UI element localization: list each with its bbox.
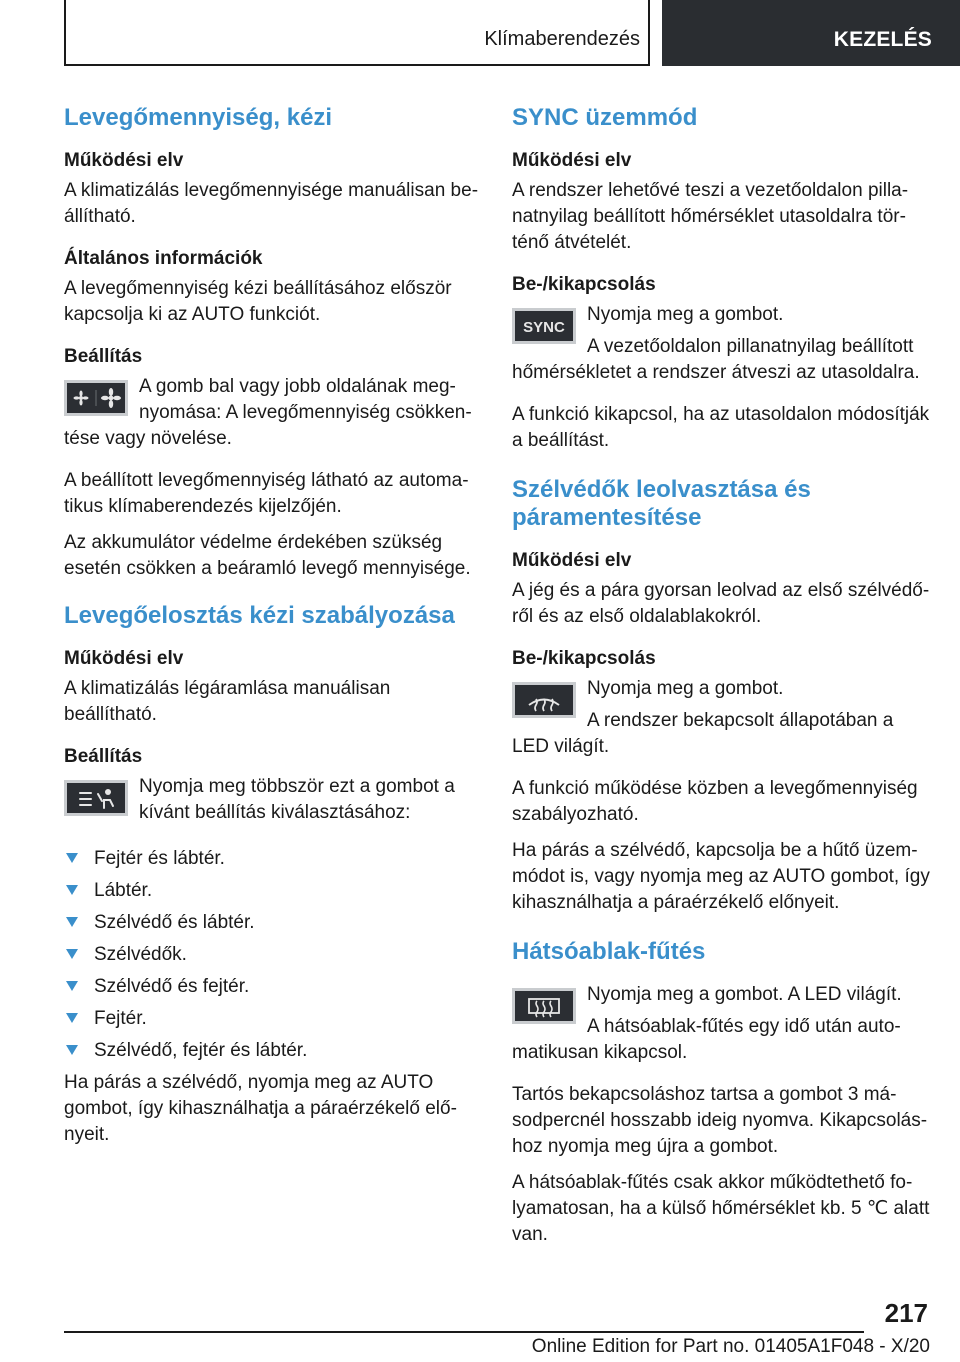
subheading-onoff: Be-/kikapcsolás <box>512 274 656 295</box>
text-press-2: Nyomja meg a gombot. <box>587 678 784 699</box>
text-fog-auto: Ha párás a szélvédő, nyomja meg az AUTO gombot, így kihasználhatja a páraérzékelő előnyeit. <box>64 1072 457 1145</box>
subheading-principle-2: Működési elv <box>64 648 184 669</box>
air-distribution-icon <box>64 780 128 816</box>
windshield-defrost-icon <box>512 682 576 718</box>
text-press: Nyomja meg a gombot. <box>587 304 784 325</box>
text-hold: Tartós bekapcsoláshoz tartsa a gombot 3 másodpercnél hosszabb ideig nyomva. Kikapcsoláshoz nyomja meg újra a gombot. <box>512 1084 928 1157</box>
subheading-principle: Működési elv <box>64 150 184 171</box>
text-temperature: A hátsóablak-fűtés csak akkor működtethető folyamatosan, ha a külső hőmérséklet kb. 5 ℃ alatt van. <box>512 1172 930 1245</box>
section-tab-label: KEZELÉS <box>833 28 932 51</box>
right-column <box>512 100 930 1258</box>
header-rule-divider <box>648 0 650 66</box>
list-item: Lábtér. <box>64 878 482 904</box>
distribution-options-list <box>64 846 482 1064</box>
svg-text:SYNC: SYNC <box>523 319 565 336</box>
text-sync-off: A funkció kikapcsol, ha az utasoldalon módosítják a beállítást. <box>512 404 930 451</box>
list-item: Szélvédő és fejtér. <box>64 974 482 1000</box>
text-principle-3: A rendszer lehetővé teszi a vezetőoldalon pillanatnyilag beállított hőmérséklet utasoldalra történő átvételét. <box>512 180 909 253</box>
list-item: Fejtér. <box>64 1006 482 1032</box>
text-principle-4: A jég és a pára gyorsan leolvad az első szélvédőről és az első oldalablakokról. <box>512 580 930 627</box>
page-number: 217 <box>884 1298 928 1328</box>
rear-window-heating-icon <box>512 988 576 1024</box>
text-principle: A klimatizálás levegőmennyisége manuálisan beállítható. <box>64 180 479 227</box>
subheading-principle-3: Működési elv <box>512 150 632 171</box>
text-battery: Az akkumulátor védelme érdekében szükség esetén csökken a beáramló levegő mennyisége. <box>64 532 471 579</box>
footer-edition: Online Edition for Part no. 01405A1F048 - X/20 <box>531 1336 930 1357</box>
text-take-over: A vezetőoldalon pillanatnyilag beállított hőmérsékletet a rendszer átveszi az utasoldalra. <box>512 336 920 383</box>
footer-rule <box>64 1331 864 1333</box>
air-volume-setting-block <box>64 374 482 458</box>
subheading-general: Általános információk <box>64 248 263 269</box>
text-press-3: Nyomja meg a gombot. A LED világít. <box>587 984 902 1005</box>
sync-button-icon <box>512 308 576 344</box>
fan-button-icon <box>64 380 128 416</box>
text-auto-off: A hátsóablak-fűtés egy idő után automatikusan kikapcsol. <box>512 1016 901 1063</box>
heading-defrost: Szélvédők leolvasztása és páramentesítése <box>512 476 811 531</box>
header-rule-left <box>64 0 66 66</box>
header-rule-bottom <box>64 64 650 66</box>
arrow-bullet-icon <box>66 885 78 895</box>
arrow-bullet-icon <box>66 949 78 959</box>
text-principle-2: A klimatizálás légáramlása manuálisan beállítható. <box>64 678 391 725</box>
sync-onoff-block <box>512 302 930 392</box>
subheading-setting-2: Beállítás <box>64 746 143 767</box>
text-general: A levegőmennyiség kézi beállításához először kapcsolja ki az AUTO funkciót. <box>64 278 452 325</box>
list-item: Szélvédő, fejtér és lábtér. <box>64 1038 482 1064</box>
heading-air-volume: Levegőmennyiség, kézi <box>64 104 333 131</box>
text-setting: A gomb bal vagy jobb oldalának megnyomása: A levegőmennyiség csökkentése vagy növelése. <box>64 376 472 449</box>
text-display: A beállított levegőmennyiség látható az automatikus klímaberendezés kijelzőjén. <box>64 470 469 517</box>
text-led-on: A rendszer bekapcsolt állapotában a LED világít. <box>512 710 894 757</box>
subheading-setting: Beállítás <box>64 346 143 367</box>
chapter-title: Klímaberendezés <box>484 28 640 50</box>
arrow-bullet-icon <box>66 853 78 863</box>
subheading-onoff-2: Be-/kikapcsolás <box>512 648 656 669</box>
air-distribution-setting-block <box>64 774 482 832</box>
heading-sync: SYNC üzemmód <box>512 104 698 131</box>
list-item: Szélvédő és lábtér. <box>64 910 482 936</box>
list-item: Fejtér és lábtér. <box>64 846 482 872</box>
arrow-bullet-icon <box>66 917 78 927</box>
arrow-bullet-icon <box>66 1013 78 1023</box>
heading-air-distribution: Levegőelosztás kézi szabályozása <box>64 602 455 629</box>
heading-rear-heating: Hátsóablak-fűtés <box>512 938 706 965</box>
text-air-volume-adjust: A funkció működése közben a levegőmennyiség szabályozható. <box>512 778 918 825</box>
left-column <box>64 100 482 1158</box>
list-item: Szélvédők. <box>64 942 482 968</box>
text-cooling-mode: Ha párás a szélvédő, kapcsolja be a hűtő üzemmódot is, vagy nyomja meg az AUTO gombot, így kihasználhatja a páraérzékelő előnyeit. <box>512 840 930 913</box>
defrost-onoff-block <box>512 676 930 766</box>
arrow-bullet-icon <box>66 1045 78 1055</box>
arrow-bullet-icon <box>66 981 78 991</box>
rear-heating-block <box>512 982 930 1072</box>
text-setting-2: Nyomja meg többször ezt a gombot a kívánt beállítás kiválasztásához: <box>139 776 455 823</box>
subheading-principle-4: Működési elv <box>512 550 632 571</box>
